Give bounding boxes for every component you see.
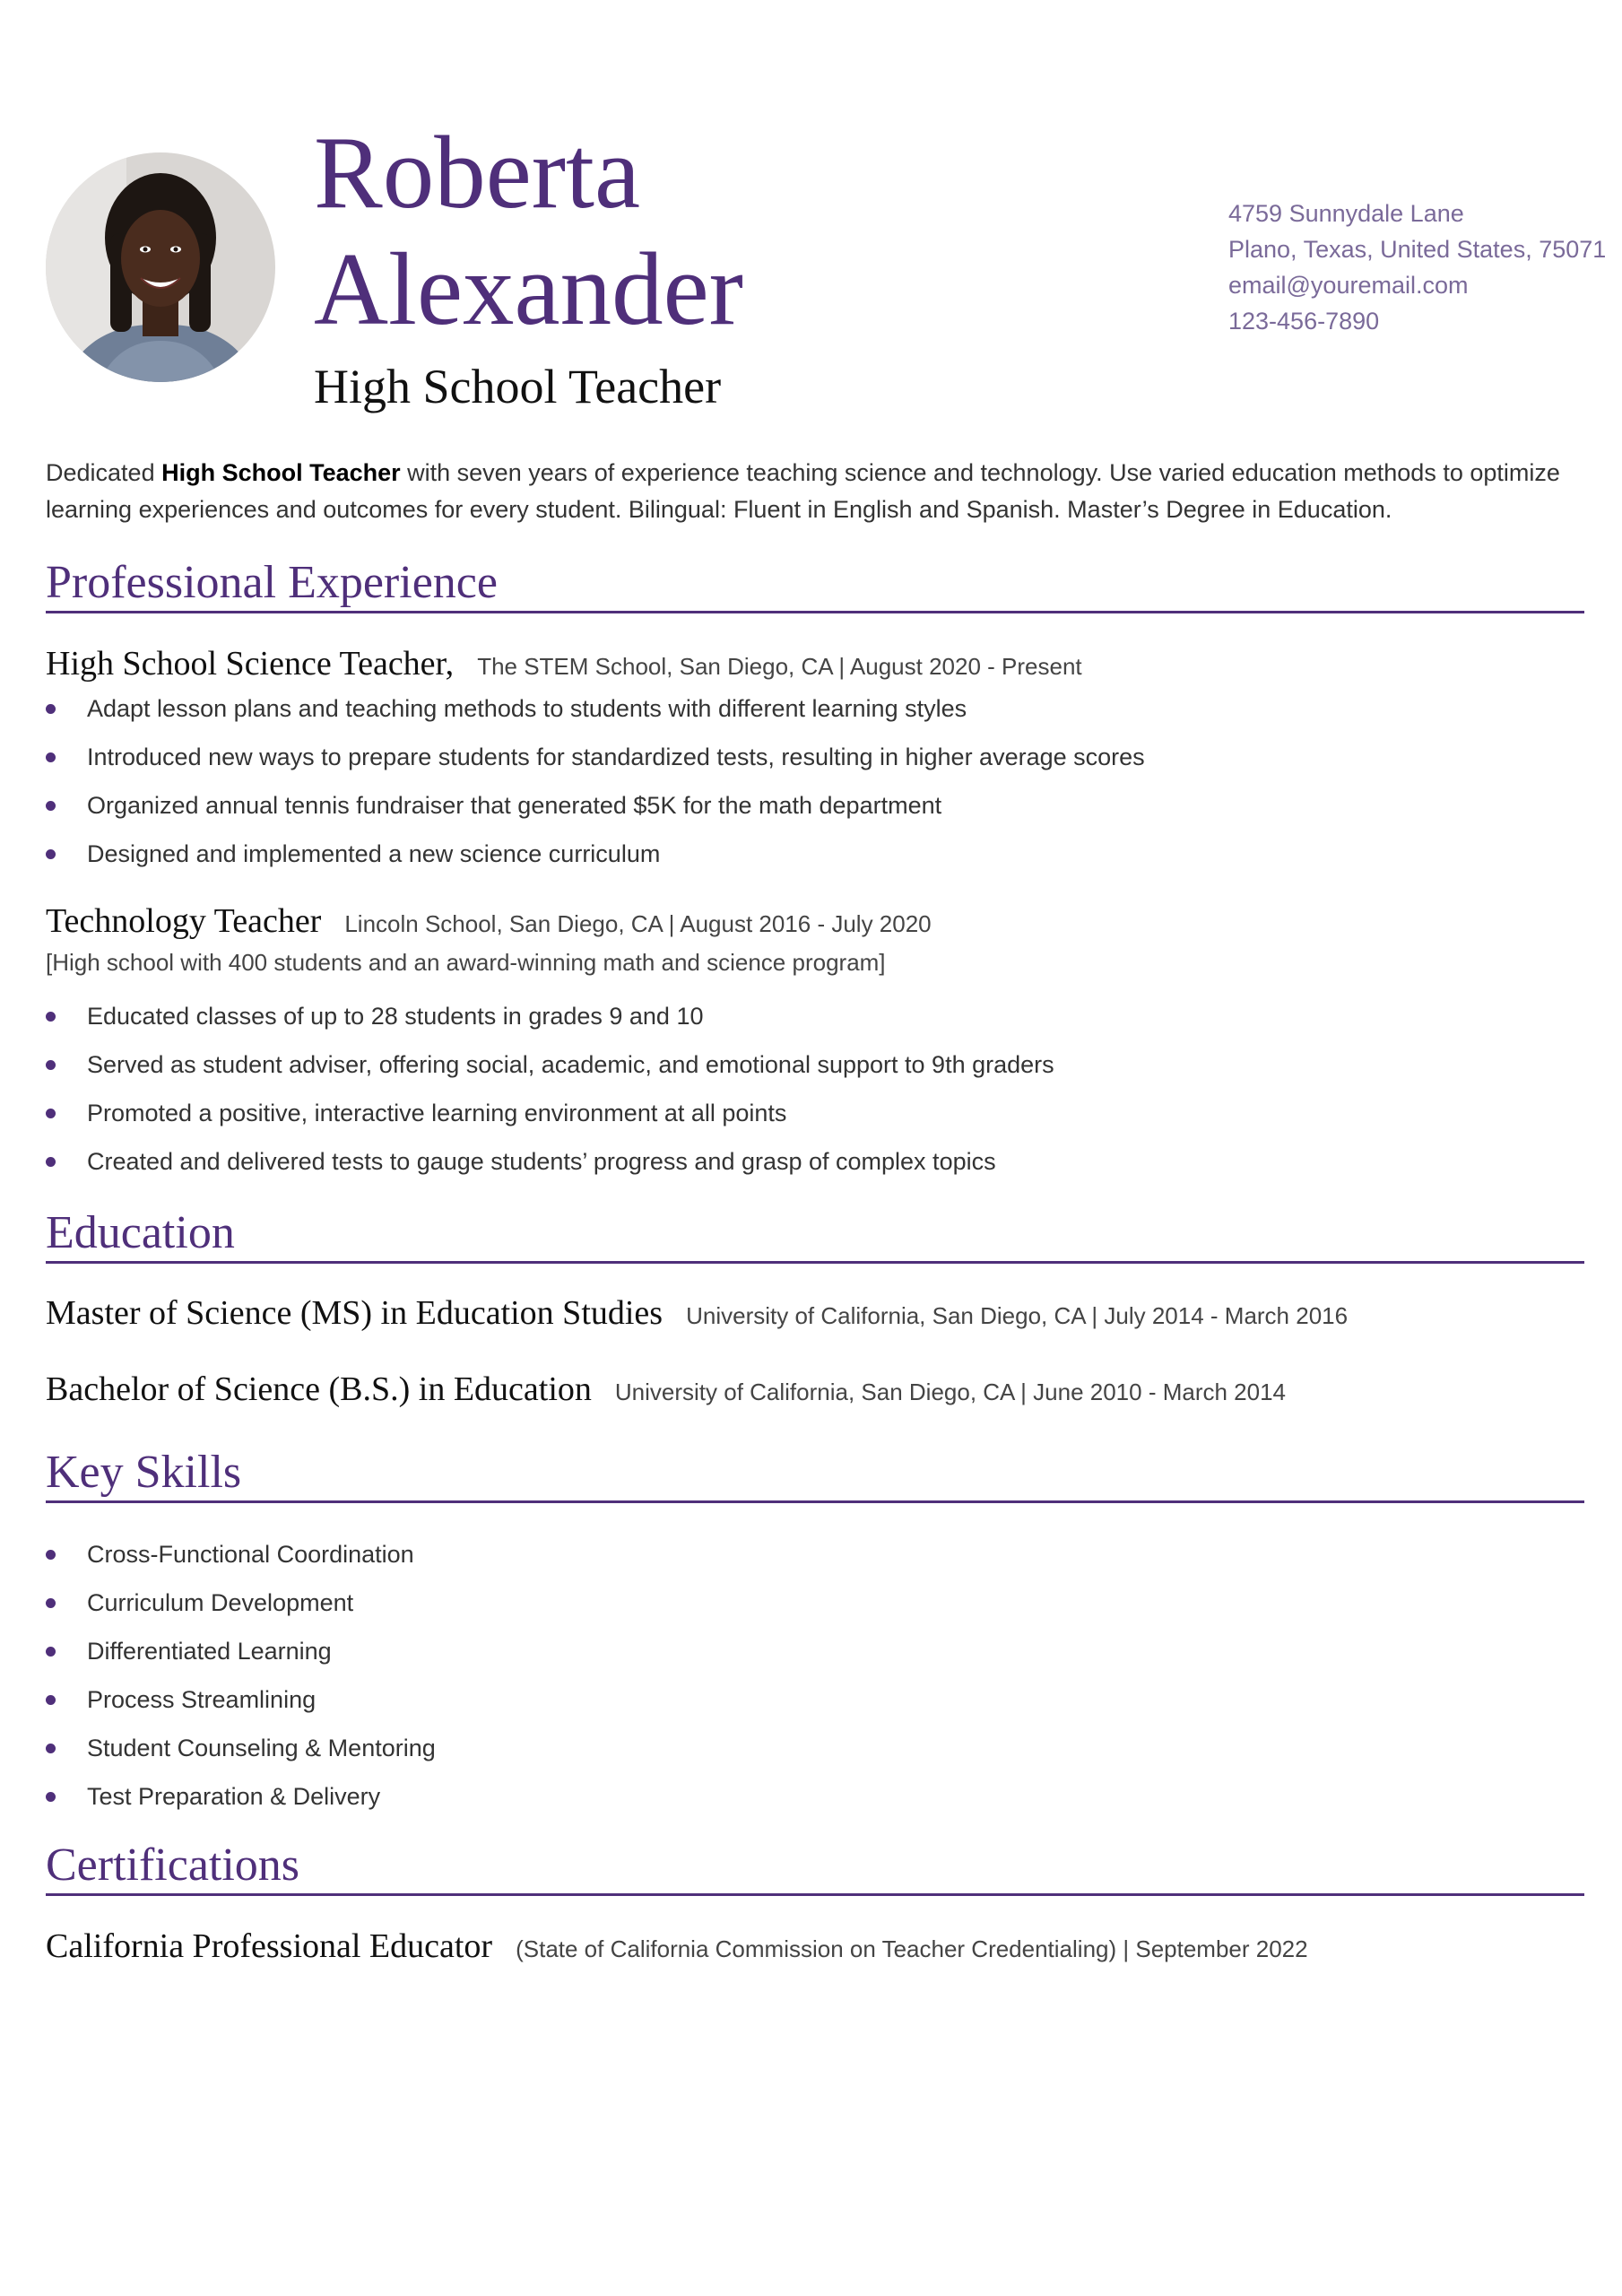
job-bullet: Organized annual tennis fundraiser that generated $5K for the math department [46, 787, 1145, 836]
job-role: Technology Teacher [46, 902, 322, 940]
candidate-name [314, 115, 743, 348]
job-bullet: Introduced new ways to prepare students for standardized tests, resulting in higher average scores [46, 739, 1145, 787]
summary-paragraph [46, 455, 1588, 528]
job-meta: The STEM School, San Diego, CA | August 2020 - Present [477, 653, 1082, 680]
education-entry [46, 1293, 1348, 1333]
section-divider-education [46, 1261, 1584, 1264]
first-name: Roberta [314, 116, 641, 230]
email-address[interactable]: email@youremail.com [1228, 272, 1469, 299]
bullet-dot [46, 752, 56, 762]
job-role: High School Science Teacher, [46, 645, 455, 683]
job-entry-heading [46, 644, 1082, 683]
profile-photo [46, 152, 275, 382]
job-bullet: Adapt lesson plans and teaching methods to students with different learning styles [46, 691, 1145, 739]
bullet-dot [46, 1792, 56, 1802]
contact-block [1228, 196, 1606, 339]
degree-meta: University of California, San Diego, CA | June 2010 - March 2014 [614, 1378, 1287, 1405]
certification-entry [46, 1926, 1308, 1966]
skill-item: Student Counseling & Mentoring [46, 1730, 436, 1779]
bullet-dot [46, 1550, 56, 1560]
bullet-dot [46, 1012, 56, 1022]
skill-item: Cross-Functional Coordination [46, 1536, 436, 1585]
bullet-dot [46, 1157, 56, 1167]
section-title-certifications: Certifications [46, 1839, 300, 1891]
job-bullet: Educated classes of up to 28 students in grades 9 and 10 [46, 998, 1054, 1047]
degree-name: Master of Science (MS) in Education Studies [46, 1294, 664, 1332]
address-line-2: Plano, Texas, United States, 75071 [1228, 236, 1607, 263]
bullet-dot [46, 1647, 56, 1657]
degree-name: Bachelor of Science (B.S.) in Education [46, 1370, 592, 1408]
section-title-skills: Key Skills [46, 1447, 242, 1498]
section-divider-certifications [46, 1893, 1584, 1896]
summary-text: with seven years of experience teaching science and technology. Use varied education methods to optimize learning experiences and outcomes for every student. Bilingual: Fluent in English and Spanish. Master’s Degree in Education. [46, 459, 1560, 523]
section-divider-skills [46, 1500, 1584, 1503]
skills-list [46, 1536, 436, 1827]
profile-photo-image [46, 152, 275, 382]
job-bullet: Promoted a positive, interactive learning environment at all points [46, 1095, 1054, 1144]
section-title-education: Education [46, 1207, 235, 1258]
job-bullet: Created and delivered tests to gauge students’ progress and grasp of complex topics [46, 1144, 1054, 1192]
certification-name: California Professional Educator [46, 1927, 493, 1965]
summary-prefix: Dedicated [46, 459, 162, 486]
section-divider-experience [46, 611, 1584, 613]
degree-meta: University of California, San Diego, CA | July 2014 - March 2016 [686, 1302, 1349, 1329]
bullet-dot [46, 1695, 56, 1705]
job-bullet: Served as student adviser, offering social, academic, and emotional support to 9th graders [46, 1047, 1054, 1095]
skill-item: Curriculum Development [46, 1585, 436, 1633]
certification-meta: (State of California Commission on Teacher Credentialing) | September 2022 [516, 1935, 1308, 1962]
last-name: Alexander [314, 232, 743, 346]
bullet-dot [46, 1744, 56, 1753]
job-note: [High school with 400 students and an award-winning math and science program] [46, 949, 886, 976]
skill-item: Test Preparation & Delivery [46, 1779, 436, 1827]
section-title-experience: Professional Experience [46, 557, 498, 608]
summary-highlight: High School Teacher [161, 459, 401, 486]
address-line-1: 4759 Sunnydale Lane [1228, 200, 1464, 227]
job-bullet-list [46, 998, 1054, 1192]
skill-item: Differentiated Learning [46, 1633, 436, 1682]
bullet-dot [46, 704, 56, 714]
phone-number[interactable]: 123-456-7890 [1228, 308, 1380, 335]
job-bullet-list [46, 691, 1145, 884]
bullet-dot [46, 849, 56, 859]
job-entry-heading [46, 901, 932, 941]
bullet-dot [46, 1060, 56, 1070]
job-meta: Lincoln School, San Diego, CA | August 2016 - July 2020 [344, 910, 932, 937]
skill-item: Process Streamlining [46, 1682, 436, 1730]
bullet-dot [46, 801, 56, 811]
job-bullet: Designed and implemented a new science curriculum [46, 836, 1145, 884]
job-title: High School Teacher [314, 360, 722, 413]
education-entry [46, 1370, 1286, 1409]
bullet-dot [46, 1109, 56, 1118]
bullet-dot [46, 1598, 56, 1608]
